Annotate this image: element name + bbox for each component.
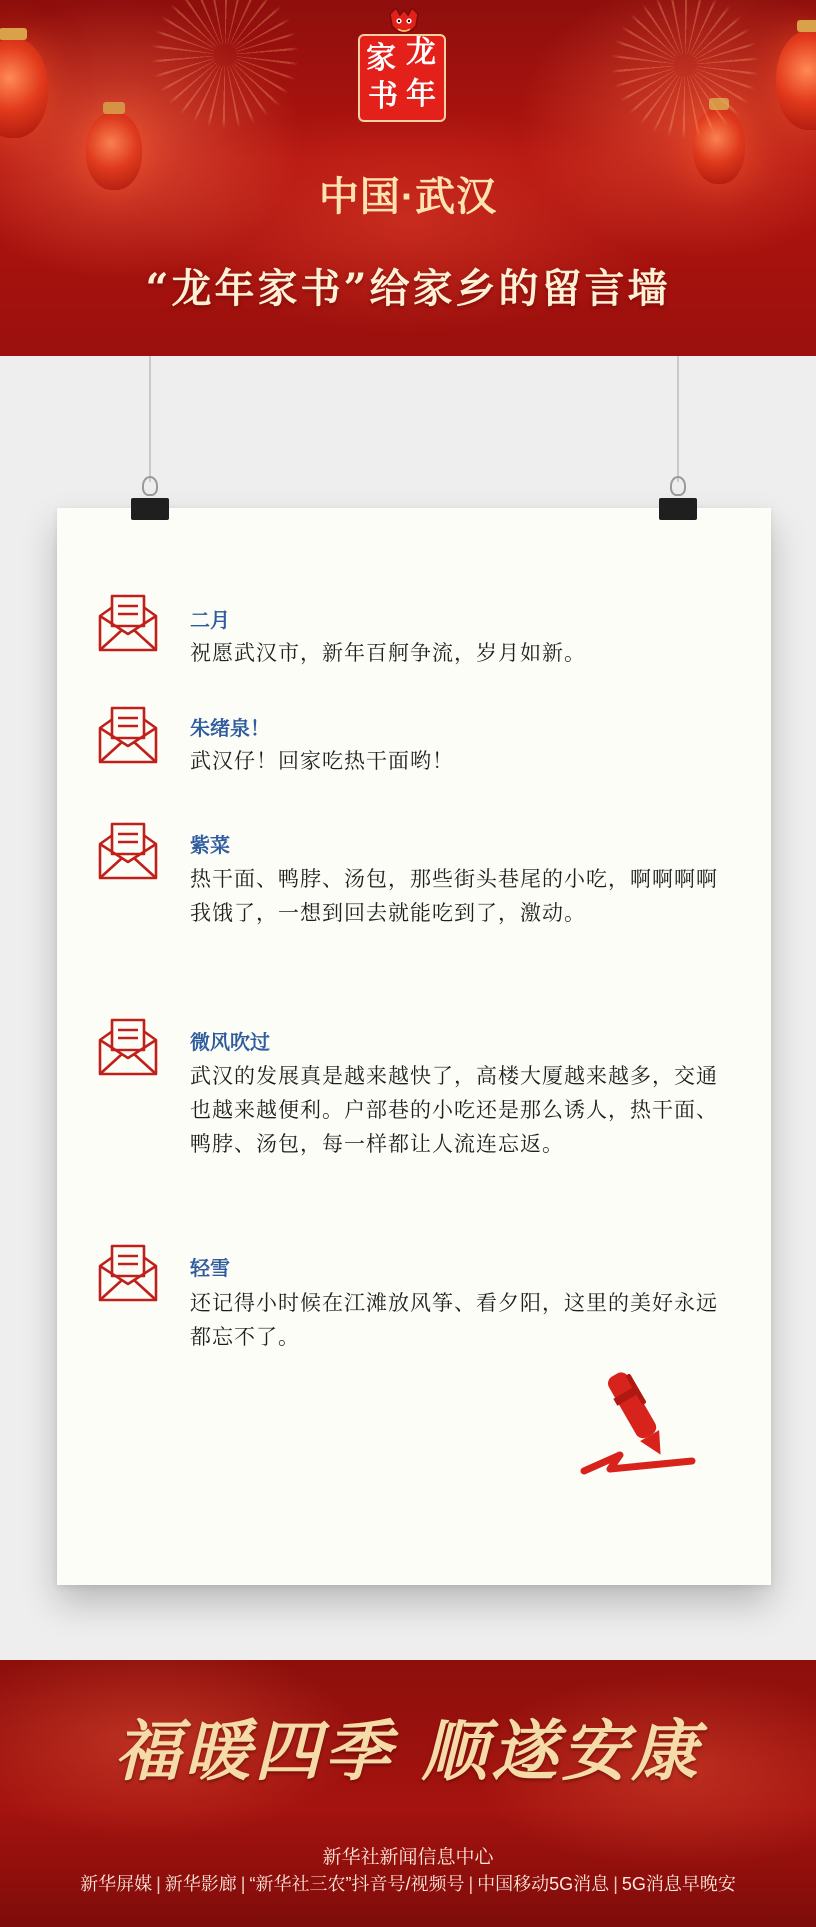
envelope-letter-icon <box>96 1014 160 1078</box>
footer-slogan: 福暖四季 顺遂安康 <box>114 1712 702 1790</box>
hanging-string <box>149 356 151 482</box>
header-city: 中国·武汉 <box>318 175 498 219</box>
separator: | <box>613 1874 618 1894</box>
seal-char: 书 <box>368 79 398 114</box>
message-text: 祝愿武汉市，新年百舸争流，岁月如新。 <box>190 641 586 665</box>
footer-organization: 新华社新闻信息中心 <box>322 1847 494 1868</box>
lantern-decoration <box>776 30 816 130</box>
binder-clip-ring <box>142 476 158 496</box>
message-text: 热干面、鸭脖、汤包，那些街头巷尾的小吃，啊啊啊啊我饿了，一想到回去就能吃到了，激动。 <box>190 867 718 925</box>
footer-links <box>0 1870 816 1896</box>
seal-char: 龙 <box>406 35 436 70</box>
message-author: 朱绪泉！ <box>190 716 270 740</box>
binder-clip <box>659 498 697 520</box>
envelope-letter-icon <box>96 702 160 766</box>
pen-icon <box>580 1365 700 1485</box>
separator: | <box>468 1874 474 1894</box>
page-title: “龙年家书”给家乡的留言墙 <box>145 265 671 312</box>
header-banner <box>0 0 816 356</box>
seal-char: 年 <box>406 77 436 112</box>
message-text: 武汉的发展真是越来越快了，高楼大厦越来越多，交通也越来越便利。户部巷的小吃还是那么诱人，热干面、鸭脖、汤包，每一样都让人流连忘返。 <box>190 1064 718 1156</box>
message-author: 紫菜 <box>190 833 230 857</box>
footer-banner <box>0 1660 816 1927</box>
footer-link[interactable]: “新华社三农”抖音号/视频号 <box>249 1874 465 1894</box>
binder-clip-ring <box>670 476 686 496</box>
message-text: 武汉仔！回家吃热干面哟！ <box>190 749 454 773</box>
envelope-letter-icon <box>96 818 160 882</box>
footer-link[interactable]: 中国移动5G消息 <box>477 1874 610 1894</box>
binder-clip <box>131 498 169 520</box>
footer-link[interactable]: 新华影廊 <box>164 1874 237 1894</box>
footer-link[interactable]: 新华屏媒 <box>80 1874 153 1894</box>
lantern-decoration <box>0 38 48 138</box>
footer-link[interactable]: 5G消息早晚安 <box>621 1874 736 1894</box>
message-text: 还记得小时候在江滩放风筝、看夕阳，这里的美好永远都忘不了。 <box>190 1291 718 1349</box>
envelope-letter-icon <box>96 590 160 654</box>
envelope-letter-icon <box>96 1240 160 1304</box>
seal-char: 家 <box>366 41 396 76</box>
hanging-string <box>677 356 679 482</box>
separator: | <box>240 1874 246 1894</box>
message-author: 微风吹过 <box>190 1030 270 1054</box>
firework-decoration <box>150 0 300 130</box>
dragon-year-letter-seal <box>358 34 446 122</box>
message-author: 轻雪 <box>190 1256 230 1280</box>
message-author: 二月 <box>190 608 230 632</box>
separator: | <box>156 1874 161 1894</box>
